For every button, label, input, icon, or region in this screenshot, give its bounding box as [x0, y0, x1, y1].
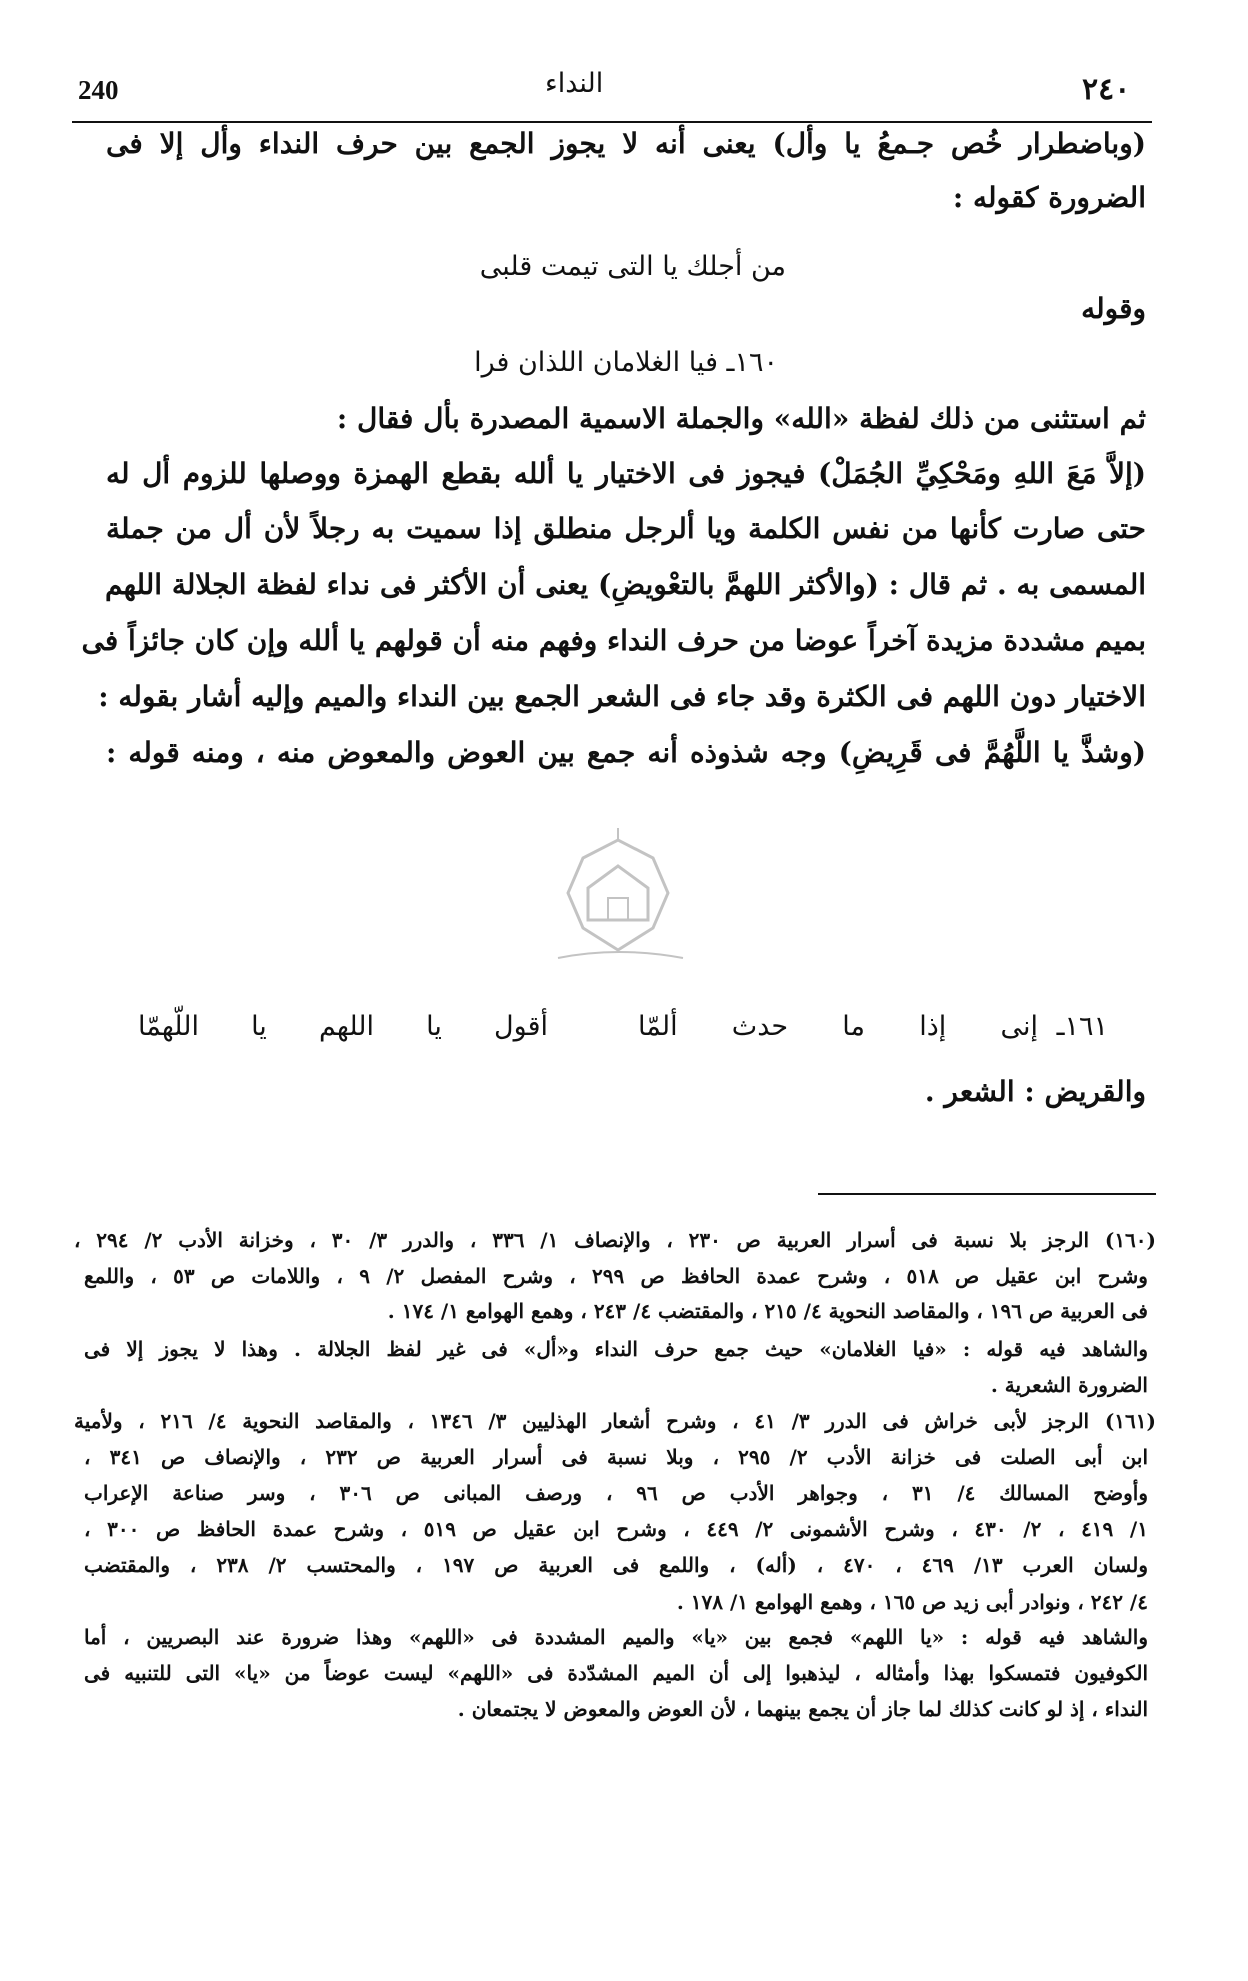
body-line-6: حتى صارت كأنها من نفس الكلمة ويا ألرجل منطلق إذا سميت به رجلاً لأن أل من جملة	[106, 512, 1146, 545]
verse-161-first-hemistich: إنى إذا ما حدث ألمّا	[638, 1011, 1038, 1042]
footnote-separator	[818, 1193, 1156, 1195]
footnote-161-line-2: ابن أبى الصلت فى خزانة الأدب ٢/ ٢٩٥ ، وبلا نسبة فى أسرار العربية ص ٢٣٢ ، والإنصاف ص ٣٤١ ،	[84, 1445, 1149, 1469]
seal-watermark-icon	[548, 828, 688, 963]
verse-quote: من أجلك يا التى تيمت قلبى	[479, 251, 786, 282]
footnote-161-line-6: ٤/ ٢٤٢ ، ونوادر أبى زيد ص ١٦٥ ، وهمع الهوامع ١/ ١٧٨ .	[676, 1590, 1148, 1614]
body-line-11: والقريض : الشعر .	[924, 1075, 1146, 1108]
body-line-3: وقوله	[1081, 292, 1146, 325]
page-number-latin: 240	[78, 75, 119, 105]
body-line-2: الضرورة كقوله :	[952, 181, 1146, 214]
body-line-4: ثم استثنى من ذلك لفظة «الله» والجملة الاسمية المصدرة بأل فقال :	[336, 402, 1146, 435]
chapter-title: النداء	[545, 68, 604, 99]
footnote-160-line-1: (١٦٠) الرجز بلا نسبة فى أسرار العربية ص ٢٣٠ ، والإنصاف ١/ ٣٣٦ ، والدرر ٣/ ٣٠ ، وخزانة الأدب ٢/ ٢٩٤ ،	[74, 1228, 1157, 1252]
body-line-5: (إلاَّ مَعَ اللهِ ومَحْكِيِّ الجُمَلْ) فيجوز فى الاختيار يا ألله بقطع الهمزة ووصلها للزوم أل له	[106, 457, 1146, 490]
header-rule	[72, 121, 1152, 123]
body-line-7: المسمى به . ثم قال : (والأكثر اللهمَّ بالتعْويضِ) يعنى أن الأكثر فى نداء لفظة الجلالة اللهم	[104, 568, 1146, 601]
footnote-160-line-4: والشاهد فيه قوله : «فيا الغلامان» حيث جمع حرف النداء و«أل» فى غير لفظ الجلالة . وهذا لا يجوز إلا فى	[84, 1337, 1148, 1361]
footnote-161-line-5: ولسان العرب ١٣/ ٤٦٩ ، ٤٧٠ ، (أله) ، واللمع فى العربية ص ١٩٧ ، والمحتسب ٢/ ٢٣٨ ، والمقتضب	[84, 1553, 1148, 1577]
footnote-161-line-9: النداء ، إذ لو كانت كذلك لما جاز أن يجمع بينهما ، لأن العوض والمعوض لا يجتمعان .	[457, 1697, 1148, 1721]
body-line-8: بميم مشددة مزيدة آخراً عوضا من حرف النداء وفهم منه أن قولهم يا ألله وإن كان جائزاً فى	[81, 624, 1146, 657]
footnote-160-line-2: وشرح ابن عقيل ص ٥١٨ ، وشرح عمدة الحافظ ص ٢٩٩ ، وشرح المفصل ٢/ ٩ ، واللامات ص ٥٣ ، واللمع	[84, 1264, 1148, 1288]
footnote-160-line-3: فى العربية ص ١٩٦ ، والمقاصد النحوية ٤/ ٢١٥ ، والمقتضب ٤/ ٢٤٣ ، وهمع الهوامع ١/ ١٧٤ .	[387, 1299, 1148, 1323]
footnote-161-line-1: (١٦١) الرجز لأبى خراش فى الدرر ٣/ ٤١ ، وشرح أشعار الهذليين ٣/ ١٣٤٦ ، والمقاصد النحوية ٤/ ٢١٦ ، ولأمية	[74, 1409, 1156, 1433]
footnote-161-line-3: وأوضح المسالك ٤/ ٣١ ، وجواهر الأدب ص ٩٦ ، ورصف المبانى ص ٣٠٦ ، وسر صناعة الإعراب	[84, 1481, 1148, 1505]
footnote-161-line-7: والشاهد فيه قوله : «يا اللهم» فجمع بين «يا» والميم المشددة فى «اللهم» وهذا ضرورة عند البصريين ، أما	[84, 1625, 1148, 1649]
body-line-9: الاختيار دون اللهم فى الكثرة وقد جاء فى الشعر الجمع بين النداء والميم وإليه أشار بقوله :	[98, 680, 1146, 713]
footnote-161-line-4: ١/ ٤١٩ ، ٢/ ٤٣٠ ، وشرح الأشمونى ٢/ ٤٤٩ ، وشرح ابن عقيل ص ٥١٩ ، وشرح عمدة الحافظ ص ٣٠٠ ،	[84, 1517, 1148, 1541]
page-number-arabic: ٢٤٠	[1082, 72, 1131, 107]
body-line-1: (وباضطرار خُص جـمعُ يا وأل) يعنى أنه لا يجوز الجمع بين حرف النداء وأل إلا فى	[106, 127, 1146, 160]
verse-160: ١٦٠ـ فيا الغلامان اللذان فرا	[474, 347, 778, 378]
verse-161-number: ١٦١ـ	[1056, 1011, 1108, 1042]
footnote-160-line-5: الضرورة الشعرية .	[990, 1373, 1148, 1397]
body-line-10: (وشذَّ يا اللَّهُمَّ فى قَرِيضِ) وجه شذوذه أنه جمع بين العوض والمعوض منه ، ومنه قوله :	[106, 736, 1146, 769]
footnote-161-line-8: الكوفيون فتمسكوا بهذا وأمثاله ، ليذهبوا إلى أن الميم المشدّدة فى «اللهم» ليست عوضاً من «يا» التى للتنبيه فى	[84, 1661, 1148, 1685]
verse-161-second-hemistich: أقول يا اللهم يا اللّهمّا	[138, 1011, 548, 1042]
